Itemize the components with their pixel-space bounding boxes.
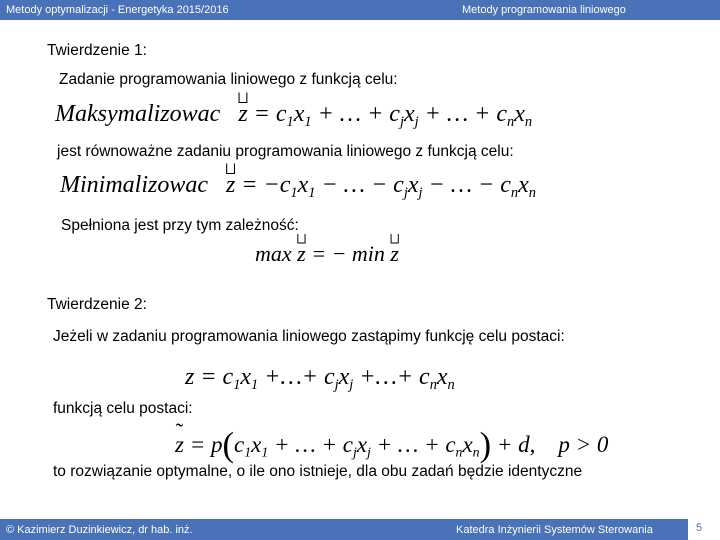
footer-bar — [0, 519, 688, 540]
formula-minimize: Minimalizowac ⨆ $z = -c_1x_1$ − … − $c_jx_j$ − … − $c_nx_n$ — [60, 172, 536, 202]
formula-objective-z-tilde: ˜ $z = p(c_1x_1$ + … + $c_jx_j$ + … + $c_nx_n) + d$, p > 0 — [175, 426, 608, 465]
theorem-1-title: Twierdzenie 1: — [47, 42, 147, 59]
formula-max-min-relation: max ⨆ z = − min ⨆ z — [255, 241, 399, 267]
header-bar — [0, 0, 720, 20]
formula-objective-z: $z = c_1x_1$ +…+ $c_jx_j$ +…+ $c_nx_n$ — [185, 364, 455, 394]
theorem-1-line-1: Zadanie programowania liniowego z funkcją celu: — [59, 71, 398, 88]
section-title: Metody programowania liniowego — [462, 4, 626, 16]
theorem-1-line-3: Spełniona jest przy tym zależność: — [61, 217, 299, 234]
theorem-2-title: Twierdzenie 2: — [47, 296, 147, 313]
department: Katedra Inżynierii Systemów Sterowania — [456, 524, 653, 536]
theorem-2-line-2: funkcją celu postaci: — [53, 400, 193, 417]
formula-maximize: Maksymalizowac ⨆ $z = c_1x_1$ + … + $c_jx_j$ + … + $c_nx_n$ — [55, 101, 532, 131]
course-title: Metody optymalizacji - Energetyka 2015/2016 — [6, 4, 229, 16]
theorem-2-line-1: Jeżeli w zadaniu programowania liniowego zastąpimy funkcję celu postaci: — [53, 328, 565, 345]
maximize-word: Maksymalizowac — [55, 101, 221, 127]
page-number: 5 — [696, 522, 703, 534]
minimize-word: Minimalizowac — [60, 172, 208, 198]
author: © Kazimierz Duzinkiewicz, dr hab. inż. — [6, 524, 193, 536]
theorem-2-line-3: to rozwiązanie optymalne, o ile ono istnieje, dla obu zadań będzie identyczne — [53, 463, 583, 480]
theorem-1-line-2: jest równoważne zadaniu programowania liniowego z funkcją celu: — [57, 143, 514, 160]
